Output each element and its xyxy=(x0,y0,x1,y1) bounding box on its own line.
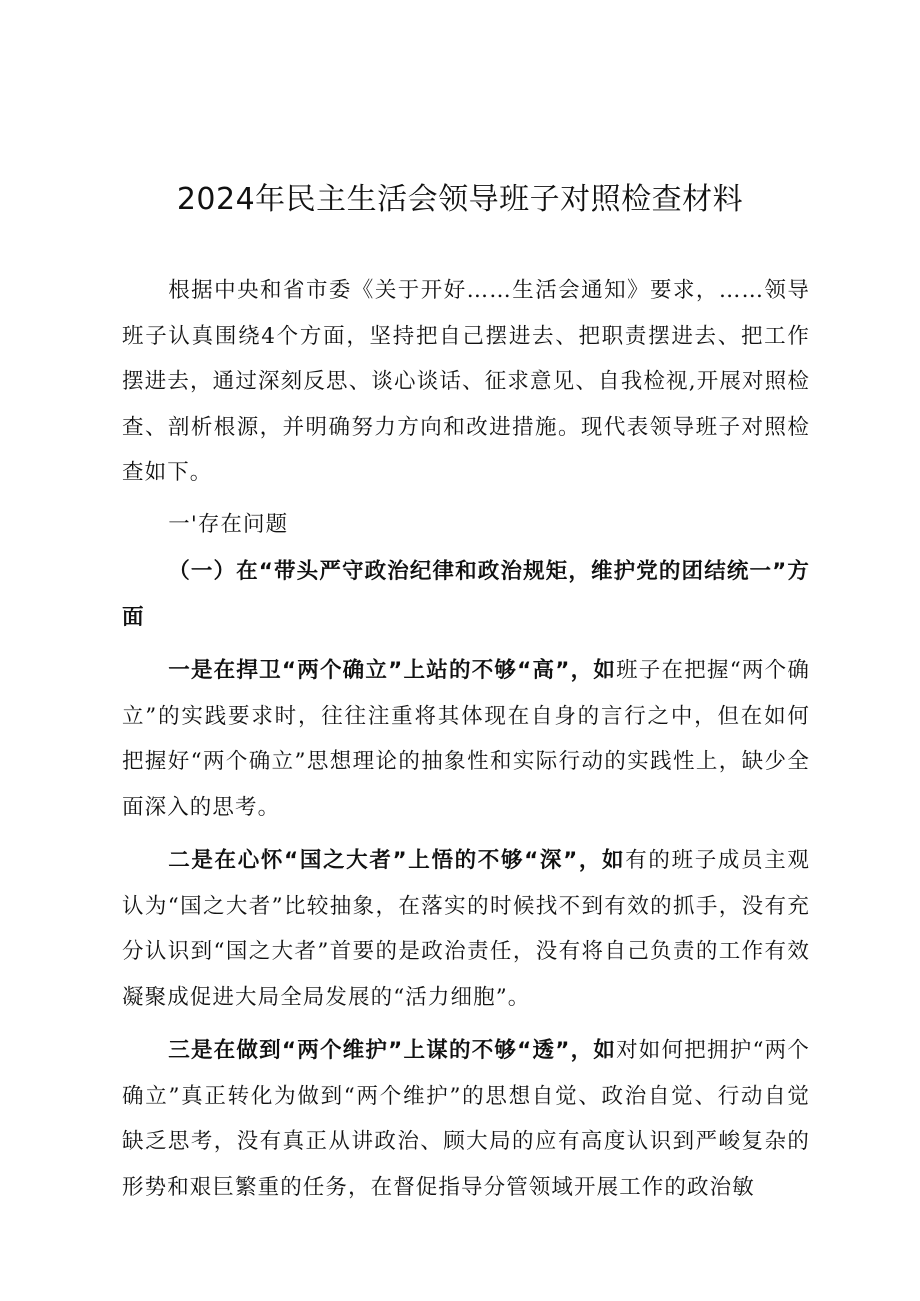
problem-item-1-text: 班子在把握“两个确立”的实践要求时，往往注重将其体现在自身的言行之中，但在如何把握好“两个确立”思想理论的抽象性和实际行动的实践性上，缺少全面深入的思考。 xyxy=(122,658,810,820)
problem-item-3-lead: 三是在做到“两个维护”上谋的不够“透”，如 xyxy=(168,1038,617,1063)
intro-paragraph: 根据中央和省市委《关于开好……生活会通知》要求，……领导班子认真围绕4个方面，坚持把自己摆进去、把职责摆进去、把工作摆进去，通过深刻反思、谈心谈话、征求意见、自我检视,开展对照检查、剖析根源，并明确努力方向和改进措施。现代表领导班子对照检查如下。 xyxy=(122,278,810,485)
problem-item-2-text: 有的班子成员主观认为“国之大者”比较抽象，在落实的时候找不到有效的抓手，没有充分认识到“国之大者”首要的是政治责任，没有将自己负责的工作有效凝聚成促进大局全局发展的“活力细胞”。 xyxy=(122,848,810,1010)
problem-item-2-lead: 二是在心怀“国之大者”上悟的不够“深”，如 xyxy=(168,848,626,873)
document-title: 2024年民主生活会领导班子对照检查材料 xyxy=(176,182,744,217)
problem-item-3 xyxy=(122,1028,810,1210)
problem-item-1 xyxy=(122,648,810,830)
document-body xyxy=(122,268,810,1210)
section-heading: 一'存在问题 xyxy=(168,511,289,537)
problem-item-3-text: 对如何把拥护“两个确立”真正转化为做到“两个维护”的思想自觉、政治自觉、行动自觉缺乏思考，没有真正从讲政治、顾大局的应有高度认识到严峻复杂的形势和艰巨繁重的任务，在督促指导分管领域开展工作的政治敏 xyxy=(122,1038,810,1200)
problem-item-2 xyxy=(122,838,810,1020)
subsection-heading: （一）在“带头严守政治纪律和政治规矩，维护党的团结统一”方面 xyxy=(122,559,810,630)
problem-item-1-lead: 一是在捍卫“两个确立”上站的不够“高”，如 xyxy=(168,658,617,683)
